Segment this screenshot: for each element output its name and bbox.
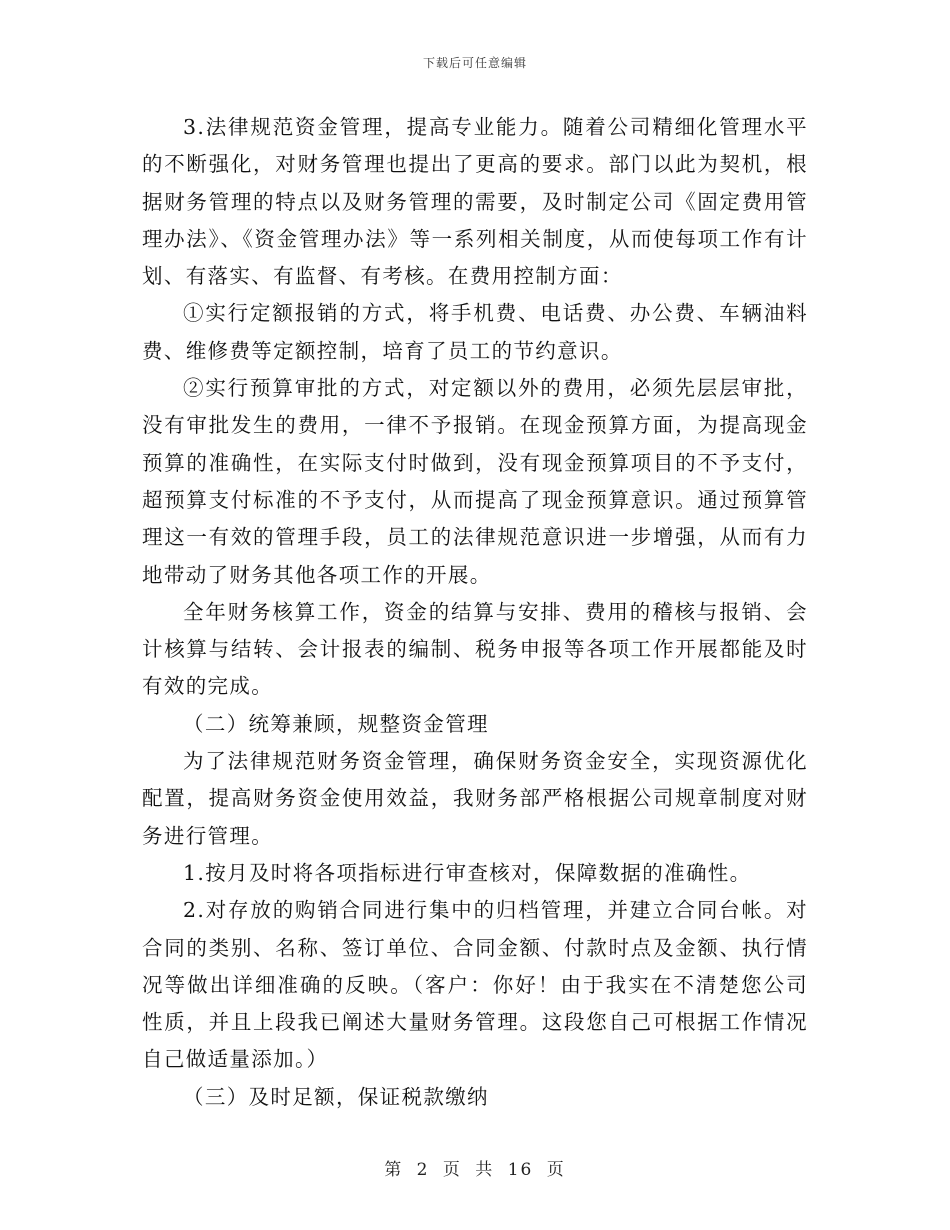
section-heading-2: （二）统筹兼顾，规整资金管理 — [183, 711, 489, 736]
page-header: 下载后可任意编辑 — [422, 56, 527, 70]
paragraph-4: 全年财务核算工作，资金的结算与安排、费用的稽核与报销、会计核算与结转、会计报表的编制、税务申报等各项工作开展都能及时有效的完成。 — [142, 599, 808, 699]
page-number-footer: 第 2 页 共 16 页 — [384, 1160, 566, 1180]
paragraph-6: 1.按月及时将各项指标进行审查核对，保障数据的准确性。 — [183, 860, 752, 885]
document-body — [142, 109, 808, 1116]
paragraph-2: ①实行定额报销的方式，将手机费、电话费、办公费、车辆油料费、维修费等定额控制，培育了员工的节约意识。 — [142, 301, 808, 363]
paragraph-7: 2.对存放的购销合同进行集中的归档管理，并建立合同台帐。对合同的类别、名称、签订单位、合同金额、付款时点及金额、执行情况等做出详细准确的反映。（客户：你好！由于我实在不清楚您公司性质，并且上段我已阐述大量财务管理。这段您自己可根据工作情况自己做适量添加。） — [142, 898, 808, 1072]
paragraph-3: ②实行预算审批的方式，对定额以外的费用，必须先层层审批，没有审批发生的费用，一律不予报销。在现金预算方面，为提高现金预算的准确性，在实际支付时做到，没有现金预算项目的不予支付，超预算支付标准的不予支付，从而提高了现金预算意识。通过预算管理这一有效的管理手段，员工的法律规范意识进一步增强，从而有力地带动了财务其他各项工作的开展。 — [142, 376, 808, 587]
paragraph-1: 3.法律规范资金管理，提高专业能力。随着公司精细化管理水平的不断强化，对财务管理也提出了更高的要求。部门以此为契机，根据财务管理的特点以及财务管理的需要，及时制定公司《固定费用管理办法》、《资金管理办法》等一系列相关制度，从而使每项工作有计划、有落实、有监督、有考核。在费用控制方面： — [142, 115, 808, 289]
section-heading-3: （三）及时足额，保证税款缴纳 — [183, 1084, 489, 1109]
paragraph-5: 为了法律规范财务资金管理，确保财务资金安全，实现资源优化配置，提高财务资金使用效益，我财务部严格根据公司规章制度对财务进行管理。 — [142, 749, 808, 848]
